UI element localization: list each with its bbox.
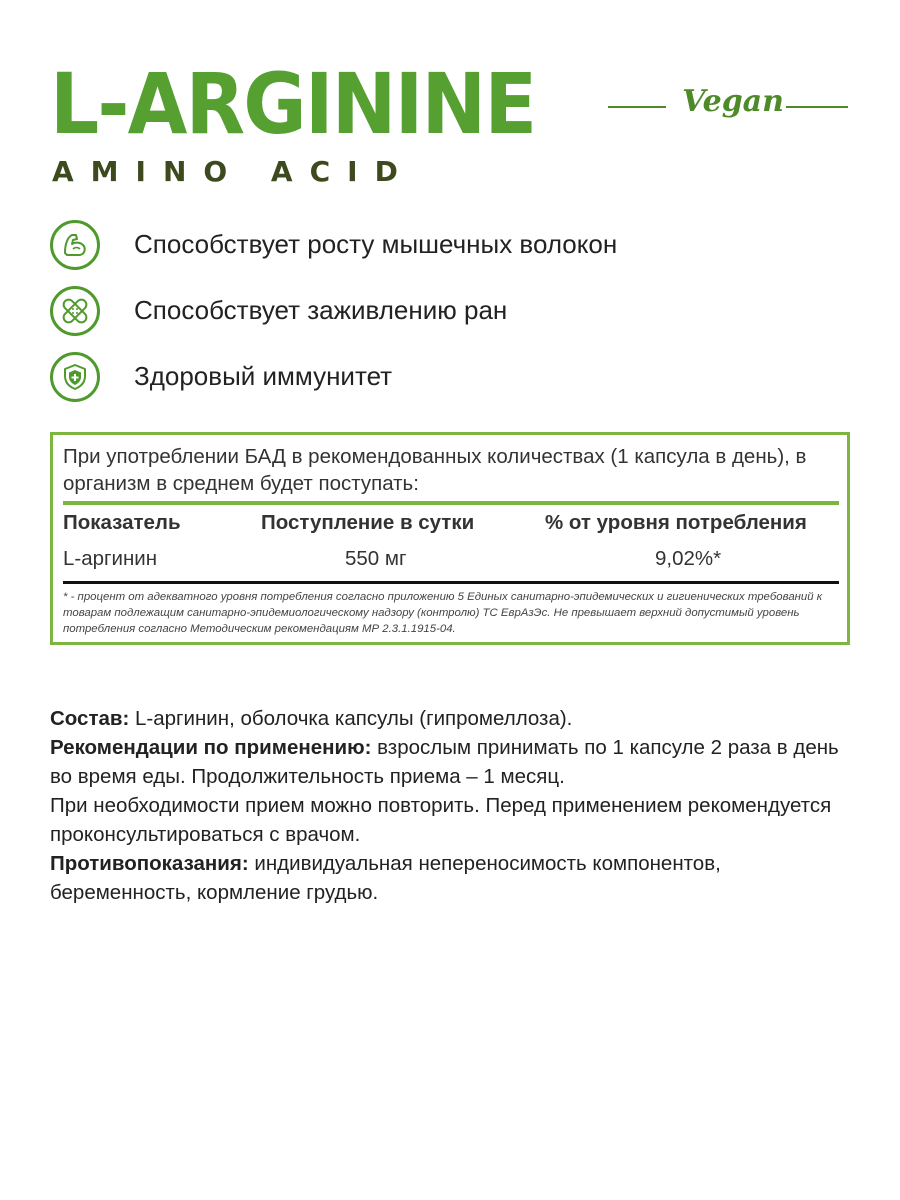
composition-label: Состав: bbox=[50, 707, 130, 730]
product-title: L-ARGININE bbox=[50, 55, 536, 153]
row-percent: 9,02%* bbox=[655, 547, 722, 570]
vegan-line-right bbox=[786, 106, 848, 108]
flexed-arm-icon bbox=[50, 220, 100, 270]
nutrition-intro: При употреблении БАД в рекомендованных количествах (1 капсула в день), в организм в среднем будет поступать: bbox=[63, 445, 807, 495]
benefit-item-muscle bbox=[50, 220, 850, 274]
row-name: L-аргинин bbox=[63, 547, 158, 570]
usage-paragraph bbox=[50, 733, 860, 791]
vegan-badge bbox=[608, 80, 848, 130]
header-indicator: Показатель bbox=[63, 511, 181, 534]
benefit-text: Здоровый иммунитет bbox=[134, 361, 393, 391]
contraindications-text: индивидуальная непереносимость компонентов, беременность, кормление грудью. bbox=[50, 852, 721, 904]
contraindications-label: Противопоказания: bbox=[50, 852, 249, 875]
usage-paragraph-2: При необходимости прием можно повторить. Перед применением рекомендуется проконсультироваться с врачом. bbox=[50, 794, 832, 846]
usage-text: взрослым принимать по 1 капсуле 2 раза в день во время еды. Продолжительность приема – 1 месяц. bbox=[50, 736, 839, 788]
header-daily-intake: Поступление в сутки bbox=[261, 511, 475, 534]
footnote: * - процент от адекватного уровня потребления согласно приложению 5 Единых санитарно-эпидемических и гигиенических требований к товарам подлежащим санитарно-эпидемиологическому надзору (контролю) ТС ЕврАзЭс. Не превышает верхний допустимый уровень потребления согласно Методическим рекомендациям МР 2.3.1.1915-04. bbox=[63, 591, 823, 635]
benefits-list bbox=[50, 220, 850, 418]
row-amount: 550 мг bbox=[345, 547, 407, 570]
composition-text: L-аргинин, оболочка капсулы (гипромеллоза). bbox=[129, 707, 573, 730]
vegan-line-left bbox=[608, 106, 666, 108]
composition-block bbox=[50, 704, 860, 907]
usage-label: Рекомендации по применению: bbox=[50, 736, 372, 759]
benefit-text: Способствует заживлению ран bbox=[134, 295, 508, 325]
composition-paragraph bbox=[50, 704, 860, 733]
benefit-item-healing bbox=[50, 286, 850, 340]
product-subtitle: AMINO ACID bbox=[52, 155, 415, 188]
nutrition-info-box bbox=[50, 432, 850, 645]
table-bottom-divider bbox=[63, 581, 839, 584]
bandage-icon bbox=[50, 286, 100, 336]
vegan-label: Vegan bbox=[682, 84, 784, 119]
shield-plus-icon bbox=[50, 352, 100, 402]
benefit-text: Способствует росту мышечных волокон bbox=[134, 229, 618, 259]
header-percent-level: % от уровня потребления bbox=[545, 511, 807, 534]
contraindications-paragraph bbox=[50, 849, 860, 907]
table-top-divider bbox=[63, 501, 839, 505]
benefit-item-immunity bbox=[50, 352, 850, 406]
